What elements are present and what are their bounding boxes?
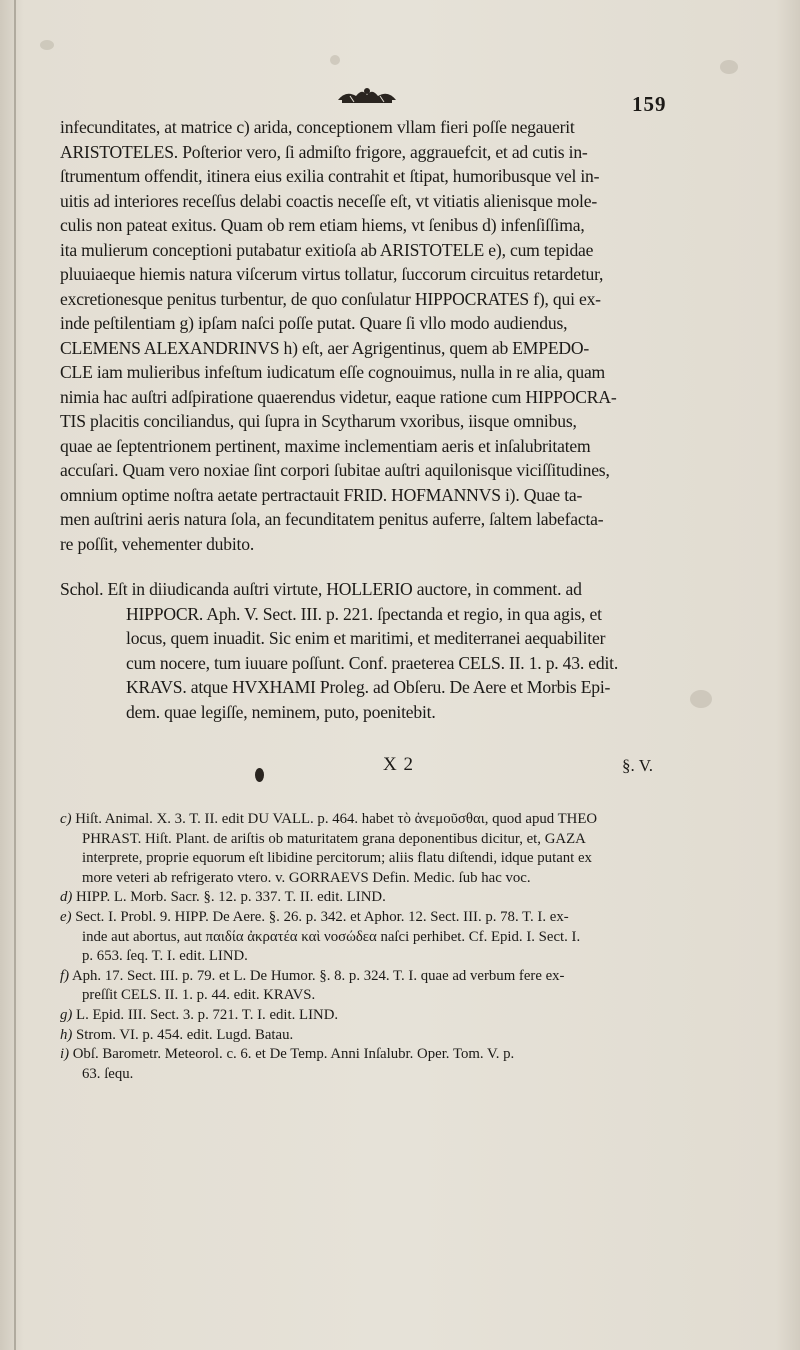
footnote-mark: h): [60, 1026, 73, 1043]
footnote-line: [60, 810, 660, 830]
text-line: CLEMENS ALEXANDRINVS h) eſt, aer Agrigentinus, quem ab EMPEDO-: [60, 337, 590, 358]
footnote: [60, 967, 660, 1006]
text-line: infecunditates, at matrice c) arida, conceptionem vllam fieri poſſe negauerit: [60, 117, 575, 137]
text-line: accuſari. Quam vero noxiae ſint corpori ſubitae auſtri aquilonisque viciſſitudines,: [60, 460, 610, 480]
footnote-mark: c): [60, 811, 72, 827]
footnote-text: p. 653. ſeq. T. I. edit. LIND.: [82, 948, 248, 965]
footnote-text: Aph. 17. Sect. III. p. 79. et L. De Humor. §. 8. p. 324. T. I. quae ad verbum fere ex-: [71, 967, 565, 984]
text-line: HIPPOCR. Aph. V. Sect. III. p. 221. ſpectanda et regio, in qua agis, et: [126, 603, 602, 624]
main-paragraph: [60, 115, 660, 556]
text-line: KRAVS. atque HVXHAMI Proleg. ad Obſeru. De Aere et Morbis Epi-: [126, 677, 611, 697]
page-number: 159: [632, 92, 667, 116]
text-line: ita mulierum conceptioni putabatur exitioſa ab ARISTOTELE e), cum tepidae: [60, 239, 594, 260]
text-line: men auſtrini aeris natura ſola, an fecunditatem penitus auferre, ſaltem labefacta-: [60, 509, 604, 529]
footnote: [60, 1006, 660, 1026]
footnote: [60, 1045, 660, 1084]
footnote-text: more veteri ab refrigerato vtero. v. GORRAEVS Defin. Medic. ſub hac voc.: [82, 869, 531, 886]
ink-blot: [255, 768, 264, 782]
footnote-line: [60, 1006, 660, 1026]
text-line: ſtrumentum offendit, itinera eius exilia contrahit et ſtipat, humoribusque vel in-: [60, 166, 600, 186]
text-line: dem. quae legiſſe, neminem, puto, poenitebit.: [126, 701, 436, 722]
footnote-line: [60, 888, 660, 908]
text-line: cum nocere, tum iuuare poſſunt. Conf. praeterea CELS. II. 1. p. 43. edit.: [126, 652, 619, 673]
footnote-text: interprete, proprie equorum eſt libidine percitorum; aliis flatu diſtendi, idque putant ex: [82, 850, 592, 867]
footnote-text: HIPP. L. Morb. Sacr. §. 12. p. 337. T. II. edit. LIND.: [76, 889, 386, 906]
text-line: ARISTOTELES. Poſterior vero, ſi admiſto frigore, aggrauefcit, et ad cutis in-: [60, 141, 588, 162]
footnote: [60, 888, 660, 908]
scholion: [60, 577, 660, 724]
text-line: pluuiaeque hiemis natura viſcerum virtus tollatur, ſuccorum circuitus retardetur,: [60, 264, 604, 284]
footnote-text: inde aut abortus, aut παιδία ἀκρατέα καὶ νοσώδεα naſci perhibet. Cf. Epid. I. Sect. I.: [82, 928, 581, 945]
footnote-mark: f): [60, 967, 70, 984]
text-line: CLE iam mulieribus infeſtum iudicatum eſſe cognouimus, nulla in re alia, quam: [60, 362, 606, 382]
footnote-text: Obſ. Barometr. Meteorol. c. 6. et De Temp. Anni Inſalubr. Oper. Tom. V. p.: [72, 1046, 515, 1063]
footnote-mark: i): [60, 1046, 70, 1063]
foxing-spot: [40, 40, 54, 50]
text-line: locus, quem inuadit. Sic enim et maritimi, et mediterranei aequabiliter: [126, 628, 606, 648]
foxing-spot: [720, 60, 738, 74]
footnote-line: [60, 1026, 660, 1046]
footnote-line: [60, 967, 660, 987]
text-line: re poſſit, vehementer dubito.: [60, 533, 255, 554]
text-line: excretionesque penitus turbentur, de quo conſulatur HIPPOCRATES f), qui ex-: [60, 288, 601, 309]
footnote: [60, 908, 660, 967]
text-line: Eſt in diiudicanda auſtri virtute, HOLLERIO auctore, in comment. ad: [107, 579, 582, 599]
text-line: nimia hac auſtri adſpiratione quaerendus videtur, eaque ratione cum HIPPOCRA-: [60, 386, 617, 407]
footnote: [60, 1026, 660, 1046]
text-line: quae ae ſeptentrionem pertinent, maxime inclementiam aeris et inſalubritatem: [60, 435, 591, 456]
footnote-mark: g): [60, 1006, 73, 1023]
foxing-spot: [690, 690, 712, 708]
signature-mark: X 2: [383, 754, 414, 775]
footnote-line: [60, 1045, 660, 1065]
footnote: [60, 810, 660, 888]
printers-ornament-icon: [336, 86, 398, 106]
binding-gutter: [14, 0, 16, 1350]
text-line: uitis ad interiores receſſus delabi coactis neceſſe eſt, vt vitiatis alienisque mole-: [60, 190, 598, 211]
catchword: §. V.: [622, 756, 654, 775]
scholion-first-line: [60, 577, 660, 602]
text-line: TIS placitis conciliandus, qui ſupra in Scytharum vxoribus, iisque omnibus,: [60, 411, 577, 431]
footnotes: [60, 810, 660, 1084]
footnote-line: [60, 908, 660, 928]
footnote-mark: d): [60, 889, 73, 906]
text-line: omnium optime noſtra aetate pertractauit FRID. HOFMANNVS i). Quae ta-: [60, 484, 583, 505]
footnote-text: Strom. VI. p. 454. edit. Lugd. Batau.: [76, 1026, 294, 1043]
footnote-text: Sect. I. Probl. 9. HIPP. De Aere. §. 26. p. 342. et Aphor. 12. Sect. III. p. 78. T. I. ex-: [75, 908, 569, 925]
footnote-text: preſſit CELS. II. 1. p. 44. edit. KRAVS.: [82, 987, 316, 1004]
footnote-text: Hiſt. Animal. X. 3. T. II. edit DU VALL. p. 464. habet τὸ ἀνεμοῦσθαι, quod apud THEO: [75, 811, 598, 827]
foxing-spot: [330, 55, 340, 65]
text-line: culis non pateat exitus. Quam ob rem etiam hiems, vt ſenibus d) infenſiſſima,: [60, 215, 585, 235]
footnote-text: PHRAST. Hiſt. Plant. de ariſtis ob maturitatem grana deponentibus dicitur, et, GAZA: [82, 830, 586, 847]
footnote-text: 63. ſequ.: [82, 1065, 134, 1082]
footnote-text: L. Epid. III. Sect. 3. p. 721. T. I. edit. LIND.: [76, 1006, 339, 1023]
text-line: inde peſtilentiam g) ipſam naſci poſſe putat. Quare ſi vllo modo audiendus,: [60, 313, 568, 333]
footnote-mark: e): [60, 908, 72, 925]
scholion-label: Schol.: [60, 579, 104, 599]
